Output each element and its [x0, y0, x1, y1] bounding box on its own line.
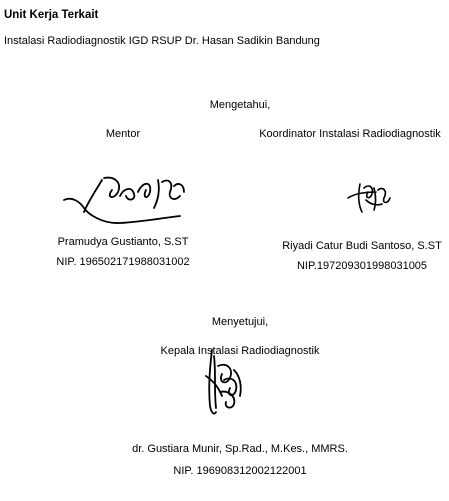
- head-role: Kepala Instalasi Radiodiagnostik: [160, 345, 320, 357]
- unit-name: Instalasi Radiodiagnostik IGD RSUP Dr. Hasan Sadikin Bandung: [4, 35, 320, 47]
- acknowledged-label: Mengetahui,: [209, 99, 271, 111]
- coordinator-signature: [346, 180, 392, 214]
- mentor-nip: NIP. 196502171988031002: [56, 256, 190, 268]
- head-name: dr. Gustiara Munir, Sp.Rad., M.Kes., MMRS.: [132, 443, 348, 455]
- coordinator-name: Riyadi Catur Budi Santoso, S.ST: [282, 240, 442, 252]
- head-nip: NIP. 196908312002122001: [173, 465, 307, 477]
- coordinator-nip: NIP.197209301998031005: [296, 260, 428, 272]
- mentor-name: Pramudya Gustianto, S.ST: [57, 236, 189, 248]
- unit-heading: Unit Kerja Terkait: [4, 9, 99, 21]
- mentor-signature: [62, 168, 192, 230]
- coordinator-role: Koordinator Instalasi Radiodiagnostik: [259, 128, 441, 140]
- approved-label: Menyetujui,: [211, 316, 269, 328]
- mentor-role: Mentor: [105, 128, 141, 140]
